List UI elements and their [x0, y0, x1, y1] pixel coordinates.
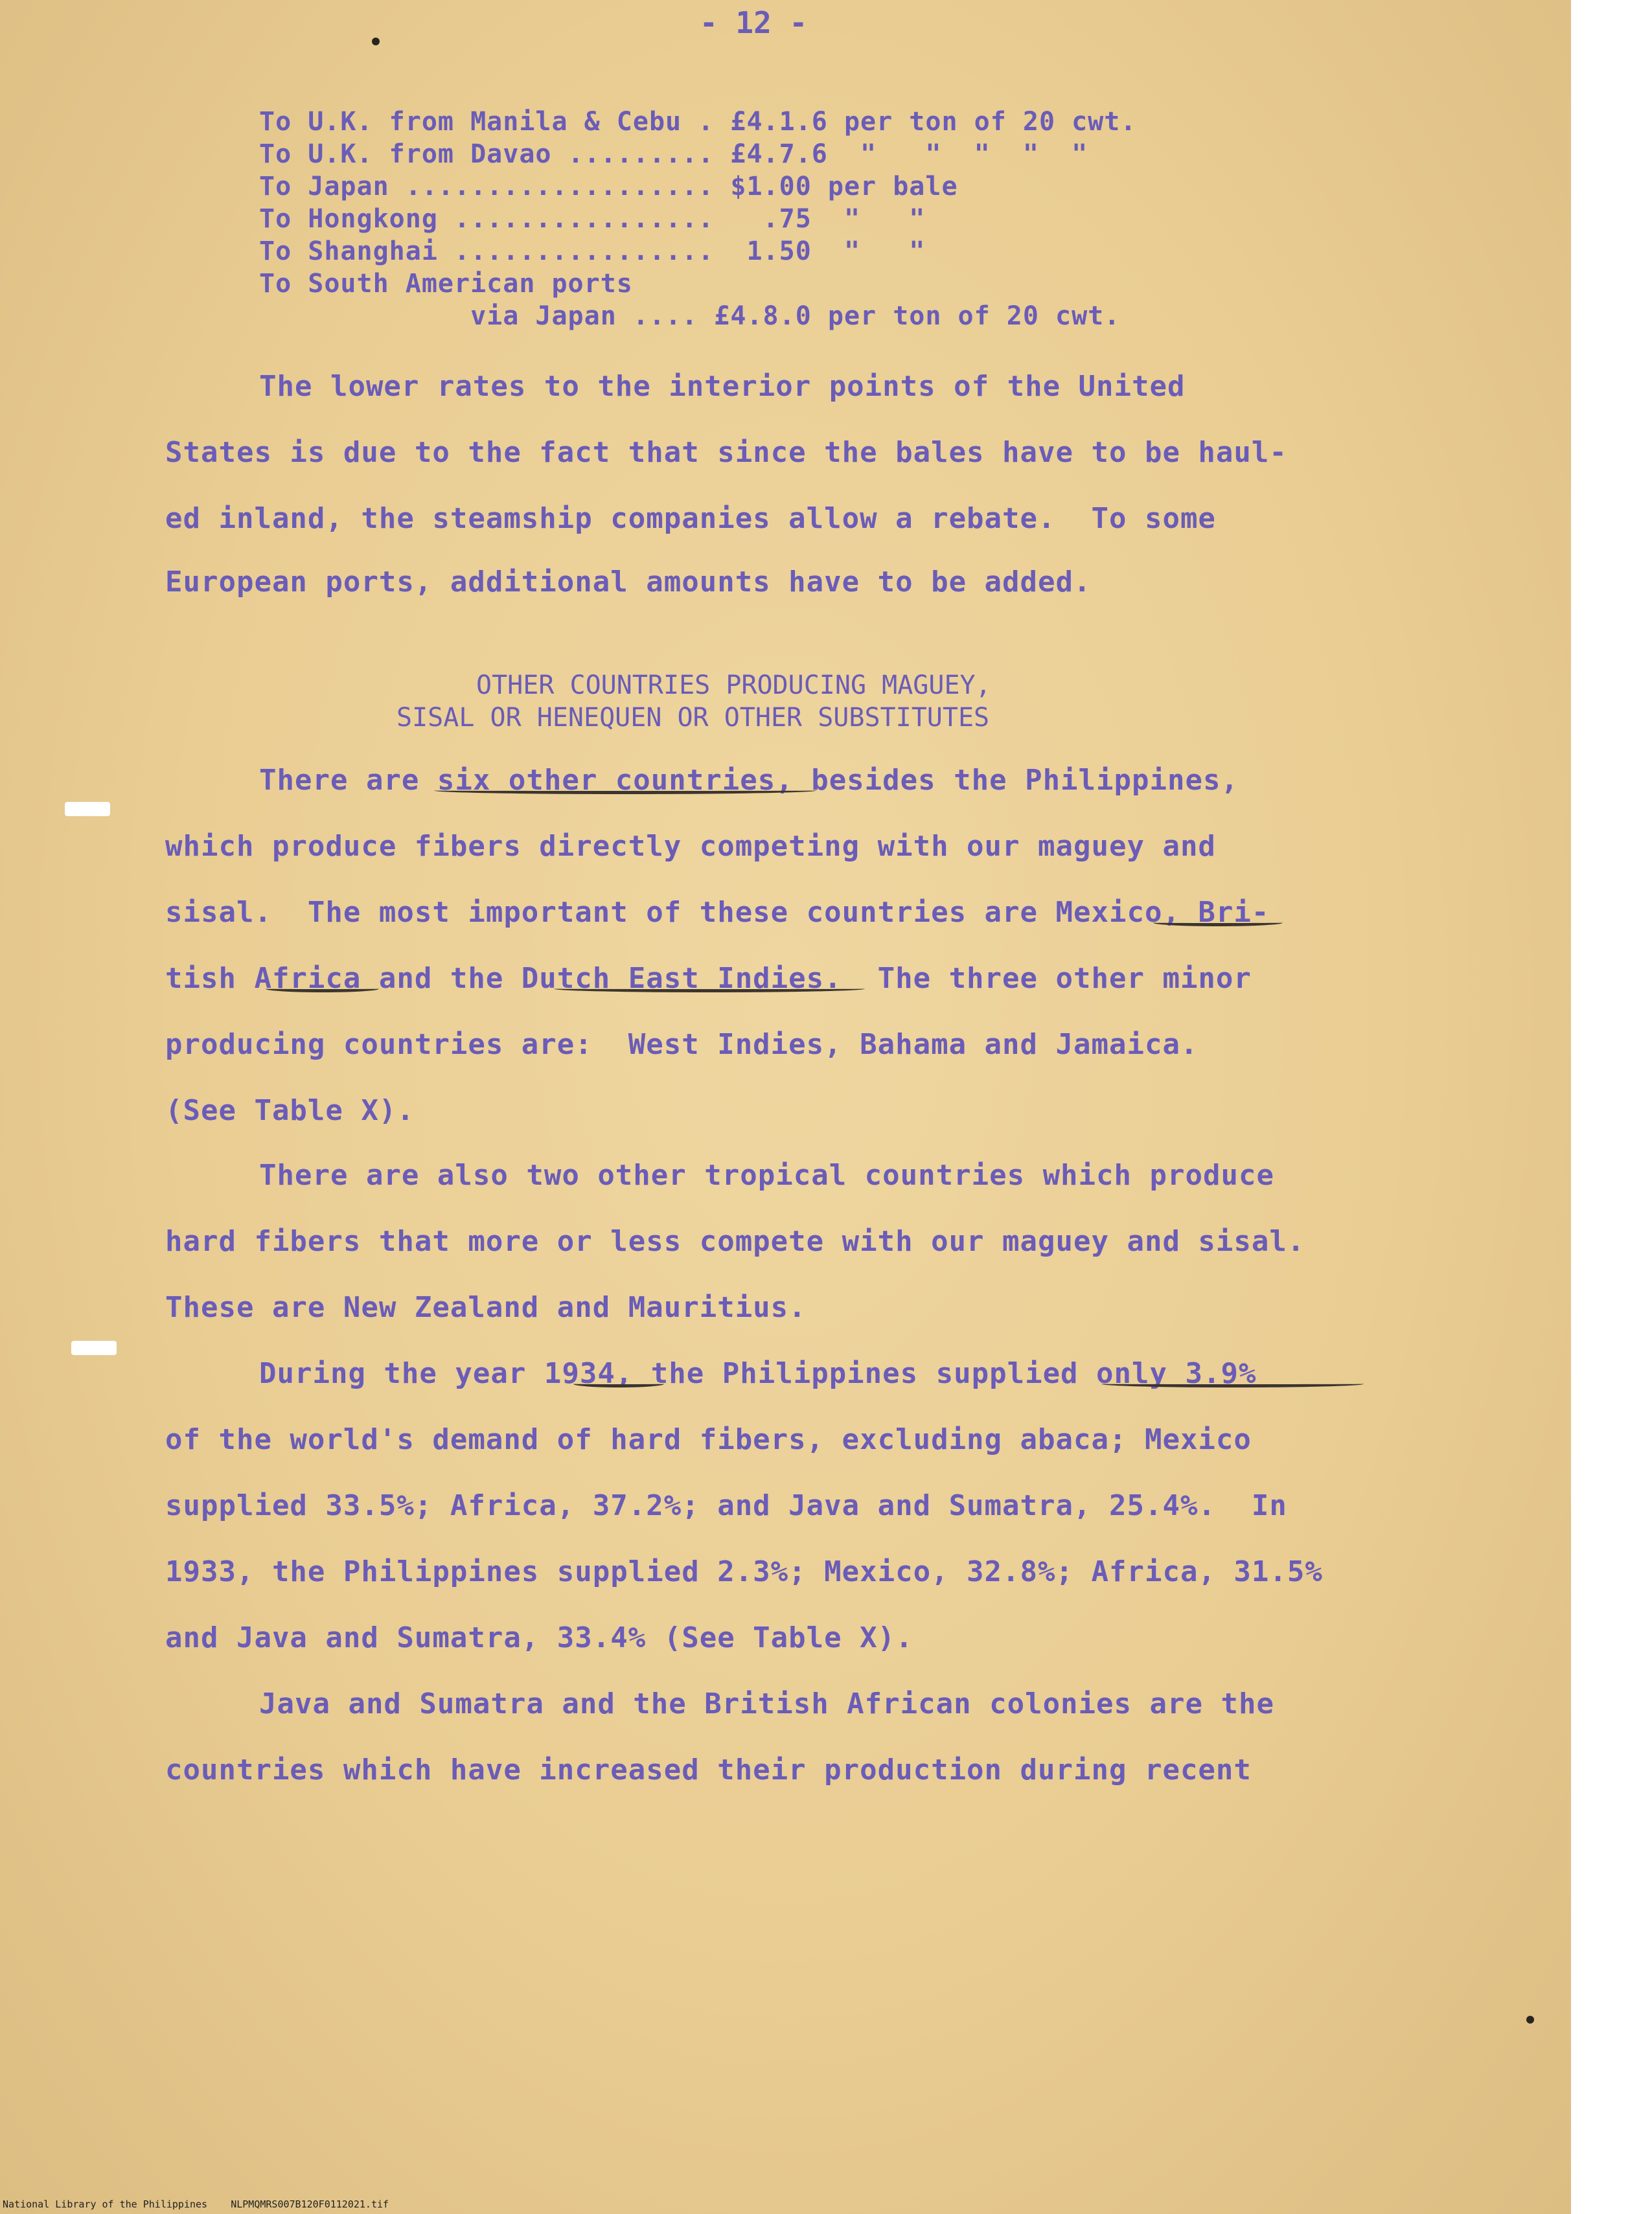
- pencil-underline: [573, 1380, 664, 1387]
- text-line: States is due to the fact that since the bales have to be haul-: [165, 436, 1287, 469]
- rate-line: To U.K. from Manila & Cebu . £4.1.6 per ton of 20 cwt.: [259, 107, 1137, 137]
- text-line: These are New Zealand and Mauritius.: [165, 1291, 807, 1324]
- text-line: which produce fibers directly competing with our maguey and: [165, 830, 1216, 863]
- binder-hole: [71, 1341, 117, 1355]
- text-line: Java and Sumatra and the British African colonies are the: [259, 1687, 1274, 1720]
- ink-speck: [372, 38, 380, 45]
- heading-line: SISAL OR HENEQUEN OR OTHER SUBSTITUTES: [396, 703, 990, 733]
- text-line: European ports, additional amounts have to be added.: [165, 565, 1092, 599]
- heading-line: OTHER COUNTRIES PRODUCING MAGUEY,: [476, 670, 991, 700]
- rate-line: To Japan ................... $1.00 per bale: [259, 172, 958, 201]
- text-line: During the year 1934, the Philippines supplied only 3.9%: [259, 1357, 1257, 1390]
- rate-line: To Hongkong ................ .75 " ": [259, 204, 926, 234]
- ink-speck: [1526, 2016, 1534, 2024]
- pencil-underline: [554, 985, 865, 992]
- text-line: and Java and Sumatra, 33.4% (See Table X).: [165, 1621, 913, 1654]
- text-line: 1933, the Philippines supplied 2.3%; Mexico, 32.8%; Africa, 31.5%: [165, 1555, 1323, 1588]
- pencil-underline: [1101, 1380, 1364, 1387]
- text-line: The lower rates to the interior points of the United: [259, 370, 1186, 403]
- text-line: There are also two other tropical countries which produce: [259, 1159, 1274, 1192]
- scan-footer: National Library of the Philippines NLPMQMRS007B120F0112021.tif: [3, 2198, 389, 2210]
- text-line: There are six other countries, besides the Philippines,: [259, 764, 1239, 797]
- text-line: tish Africa and the Dutch East Indies. The three other minor: [165, 962, 1252, 995]
- text-line: (See Table X).: [165, 1094, 415, 1127]
- rate-line: To Shanghai ................ 1.50 " ": [259, 236, 926, 266]
- binder-hole: [65, 802, 110, 816]
- text-line: of the world's demand of hard fibers, excluding abaca; Mexico: [165, 1423, 1252, 1456]
- text-line: ed inland, the steamship companies allow a rebate. To some: [165, 502, 1216, 535]
- text-line: hard fibers that more or less compete with our maguey and sisal.: [165, 1225, 1305, 1258]
- rate-line: To South American ports: [259, 269, 633, 299]
- pencil-underline: [434, 787, 816, 794]
- pencil-underline: [266, 985, 379, 992]
- text-line: supplied 33.5%; Africa, 37.2%; and Java and Sumatra, 25.4%. In: [165, 1489, 1287, 1522]
- page-number: - 12 -: [700, 5, 808, 40]
- rate-line: via Japan .... £4.8.0 per ton of 20 cwt.: [259, 301, 1121, 331]
- pencil-underline: [1153, 919, 1283, 926]
- rate-line: To U.K. from Davao ......... £4.7.6 " " " " ": [259, 139, 1088, 169]
- text-line: producing countries are: West Indies, Bahama and Jamaica.: [165, 1028, 1199, 1061]
- text-line: sisal. The most important of these countries are Mexico, Bri-: [165, 896, 1270, 929]
- text-line: countries which have increased their production during recent: [165, 1753, 1252, 1786]
